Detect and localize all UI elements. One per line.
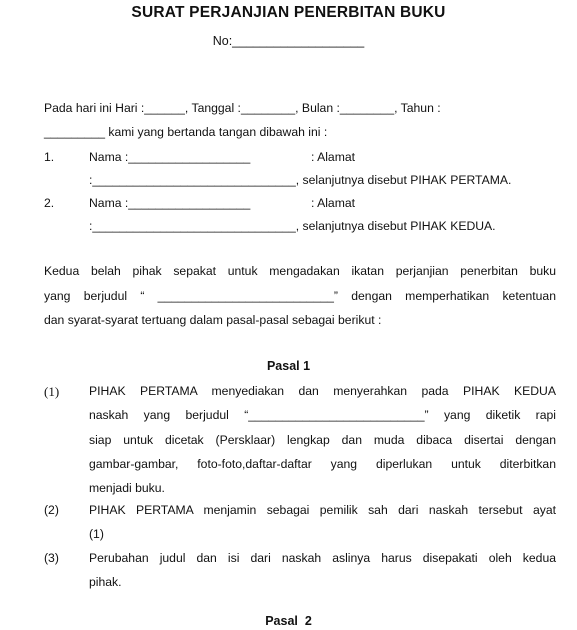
party-1-address-label: : Alamat xyxy=(311,150,356,164)
clause-1-line-5: menjadi buku. xyxy=(89,481,165,495)
clause-1-line-2: naskah yang berjudul “__________________________” yang diketik rapi xyxy=(89,408,556,422)
date-line: Pada hari ini Hari :______, Tanggal :________, Bulan :________, Tahun : xyxy=(44,101,441,115)
agreement-line-1: Kedua belah pihak sepakat untuk mengadakan ikatan perjanjian penerbitan buku xyxy=(44,264,556,278)
party-1-number: 1. xyxy=(44,150,55,164)
clause-1-number: (1) xyxy=(44,384,60,399)
signatory-line: _________ kami yang bertanda tangan dibawah ini : xyxy=(44,125,328,139)
clause-1-line-3: siap untuk dicetak (Persklaar) lengkap dan muda dibaca disertai dengan xyxy=(89,433,556,447)
party-1-name-line: Nama :__________________ xyxy=(89,150,251,164)
clause-1-line-1: PIHAK PERTAMA menyediakan dan menyerahkan pada PIHAK KEDUA xyxy=(89,384,556,398)
agreement-line-2: yang berjudul “ __________________________” dengan memperhatikan ketentuan xyxy=(44,289,556,303)
document-number-line: No:___________________ xyxy=(212,34,365,48)
pasal-2-heading: Pasal 2 xyxy=(265,614,312,628)
clause-2-line-2: (1) xyxy=(89,527,104,541)
clause-3-number: (3) xyxy=(44,551,59,565)
agreement-line-3: dan syarat-syarat tertuang dalam pasal-pasal sebagai berikut : xyxy=(44,313,382,327)
party-2-address-line: :______________________________, selanjutnya disebut PIHAK KEDUA. xyxy=(89,219,496,233)
clause-3-line-2: pihak. xyxy=(89,575,122,589)
party-1-address-line: :______________________________, selanjutnya disebut PIHAK PERTAMA. xyxy=(89,173,512,187)
clause-2-number: (2) xyxy=(44,503,59,517)
clause-1-line-4: gambar-gambar, foto-foto,daftar-daftar yang diperlukan untuk diterbitkan xyxy=(89,457,556,471)
clause-3-line-1: Perubahan judul dan isi dari naskah aslinya harus disepakati oleh kedua xyxy=(89,551,556,565)
pasal-1-heading: Pasal 1 xyxy=(266,359,311,373)
document-title: SURAT PERJANJIAN PENERBITAN BUKU xyxy=(131,4,446,21)
party-2-address-label: : Alamat xyxy=(311,196,356,210)
party-2-number: 2. xyxy=(44,196,55,210)
party-2-name-line: Nama :__________________ xyxy=(89,196,251,210)
clause-2-line-1: PIHAK PERTAMA menjamin sebagai pemilik sah dari naskah tersebut ayat xyxy=(89,503,556,517)
